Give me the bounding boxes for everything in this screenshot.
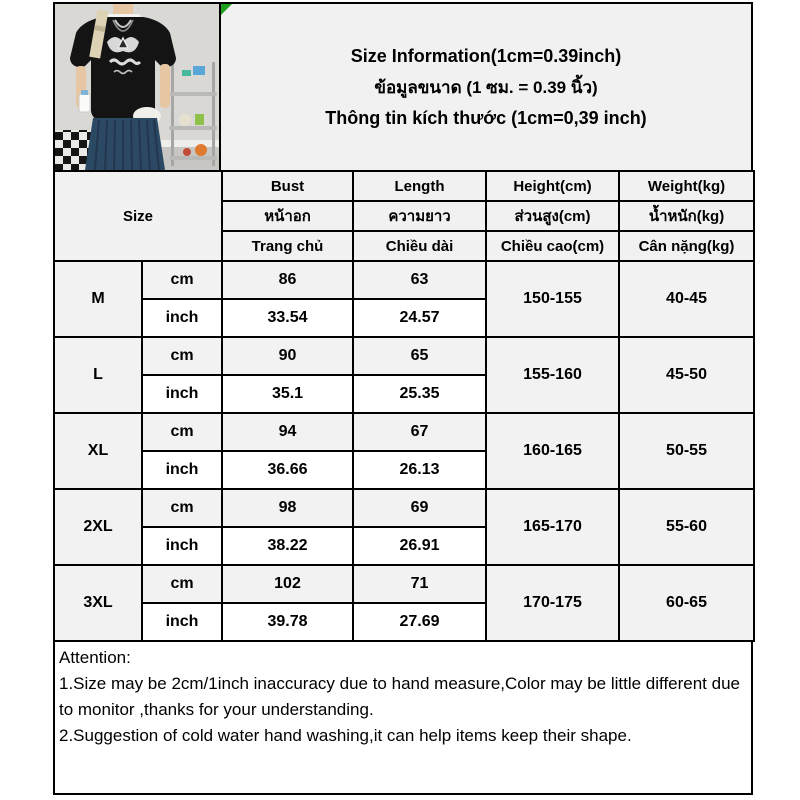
col-header-bust-en: Bust xyxy=(222,171,353,201)
size-label-l: L xyxy=(54,337,142,413)
col-header-height-en: Height(cm) xyxy=(486,171,619,201)
height-range-m: 150-155 xyxy=(486,261,619,337)
length-inch-3xl: 27.69 xyxy=(353,603,486,641)
col-header-weight-vi: Cân nặng(kg) xyxy=(619,231,754,261)
green-triangle-icon xyxy=(221,4,232,15)
size-info-header xyxy=(221,4,751,170)
header-row-english xyxy=(54,171,754,201)
size-table xyxy=(53,170,755,642)
title-english: Size Information(1cm=0.39inch) xyxy=(350,45,622,66)
title-vietnamese: Thông tin kích thước (1cm=0,39 inch) xyxy=(325,107,647,128)
col-header-length-vi: Chiều dài xyxy=(353,231,486,261)
length-cm-xl: 67 xyxy=(353,413,486,451)
col-header-bust-th: หน้าอก xyxy=(222,201,353,231)
size-chart-sheet xyxy=(53,2,753,795)
col-header-height-vi: Chiều cao(cm) xyxy=(486,231,619,261)
length-inch-xl: 26.13 xyxy=(353,451,486,489)
length-cm-3xl: 71 xyxy=(353,565,486,603)
unit-label-inch: inch xyxy=(142,375,222,413)
col-header-length-th: ความยาว xyxy=(353,201,486,231)
table-row xyxy=(54,413,754,451)
unit-label-cm: cm xyxy=(142,337,222,375)
unit-label-inch: inch xyxy=(142,451,222,489)
length-inch-l: 25.35 xyxy=(353,375,486,413)
bust-inch-m: 33.54 xyxy=(222,299,353,337)
length-inch-2xl: 26.91 xyxy=(353,527,486,565)
table-row xyxy=(54,337,754,375)
attention-line-1: 1.Size may be 2cm/1inch inaccuracy due to hand measure,Color may be little different due to monitor ,thanks for your understanding. xyxy=(59,674,740,719)
col-header-height-th: ส่วนสูง(cm) xyxy=(486,201,619,231)
product-photo xyxy=(55,4,221,170)
table-row xyxy=(54,565,754,603)
weight-range-m: 40-45 xyxy=(619,261,754,337)
model-arm-right xyxy=(160,64,170,108)
table-row xyxy=(54,261,754,299)
weight-range-3xl: 60-65 xyxy=(619,565,754,641)
unit-label-inch: inch xyxy=(142,527,222,565)
height-range-l: 155-160 xyxy=(486,337,619,413)
weight-range-l: 45-50 xyxy=(619,337,754,413)
length-cm-2xl: 69 xyxy=(353,489,486,527)
attention-note xyxy=(53,642,753,795)
bust-cm-l: 90 xyxy=(222,337,353,375)
bust-inch-3xl: 39.78 xyxy=(222,603,353,641)
length-cm-m: 63 xyxy=(353,261,486,299)
attention-title: Attention: xyxy=(59,648,131,667)
bust-inch-l: 35.1 xyxy=(222,375,353,413)
unit-label-cm: cm xyxy=(142,565,222,603)
unit-label-cm: cm xyxy=(142,413,222,451)
length-cm-l: 65 xyxy=(353,337,486,375)
size-label-3xl: 3XL xyxy=(54,565,142,641)
unit-label-cm: cm xyxy=(142,489,222,527)
weight-range-xl: 50-55 xyxy=(619,413,754,489)
title-thai: ข้อมูลขนาด (1 ซม. = 0.39 นิ้ว) xyxy=(374,77,598,97)
bust-cm-2xl: 98 xyxy=(222,489,353,527)
bust-inch-2xl: 38.22 xyxy=(222,527,353,565)
bust-cm-xl: 94 xyxy=(222,413,353,451)
col-header-weight-en: Weight(kg) xyxy=(619,171,754,201)
weight-range-2xl: 55-60 xyxy=(619,489,754,565)
size-label-m: M xyxy=(54,261,142,337)
unit-label-inch: inch xyxy=(142,299,222,337)
bust-inch-xl: 36.66 xyxy=(222,451,353,489)
product-photo-illustration xyxy=(55,4,219,170)
height-range-2xl: 165-170 xyxy=(486,489,619,565)
size-label-2xl: 2XL xyxy=(54,489,142,565)
height-range-3xl: 170-175 xyxy=(486,565,619,641)
bust-cm-3xl: 102 xyxy=(222,565,353,603)
col-header-weight-th: น้ำหนัก(kg) xyxy=(619,201,754,231)
table-row xyxy=(54,489,754,527)
size-column-header: Size xyxy=(54,171,222,261)
height-range-xl: 160-165 xyxy=(486,413,619,489)
size-label-xl: XL xyxy=(54,413,142,489)
top-section xyxy=(53,2,753,170)
bust-cm-m: 86 xyxy=(222,261,353,299)
col-header-length-en: Length xyxy=(353,171,486,201)
unit-label-cm: cm xyxy=(142,261,222,299)
col-header-bust-vi: Trang chủ xyxy=(222,231,353,261)
attention-line-2: 2.Suggestion of cold water hand washing,it can help items keep their shape. xyxy=(59,726,632,745)
length-inch-m: 24.57 xyxy=(353,299,486,337)
unit-label-inch: inch xyxy=(142,603,222,641)
